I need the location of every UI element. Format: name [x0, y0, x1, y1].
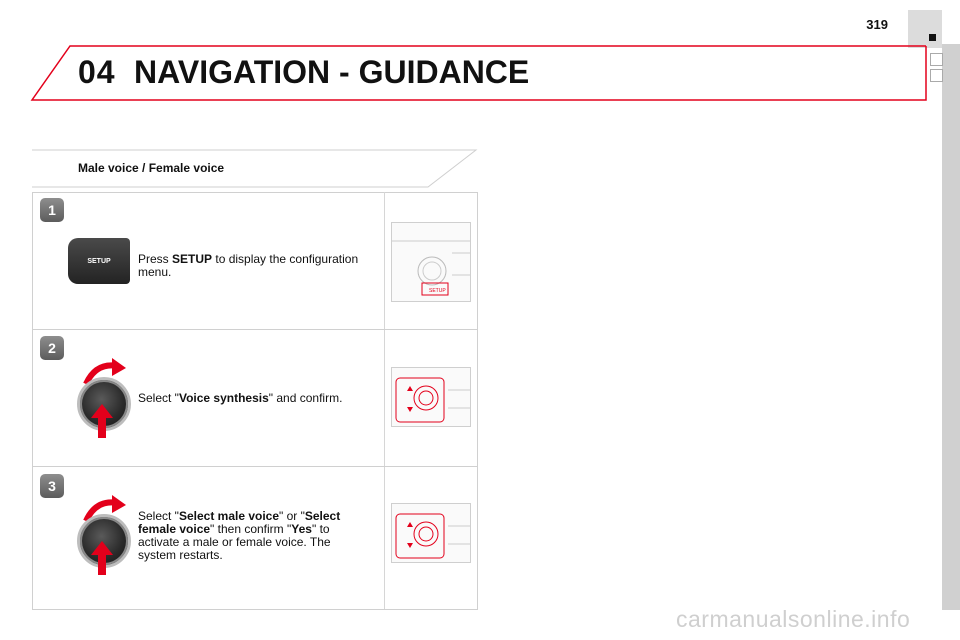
- step-1-text: Press SETUP to display the configuration menu.: [138, 252, 359, 279]
- step-2-text: Select "Voice synthesis" and confirm.: [138, 391, 343, 405]
- step-1-device-illustration: [391, 222, 471, 302]
- console-dial-icon: [392, 504, 470, 562]
- watermark: carmanualsonline.info: [676, 606, 911, 632]
- row-divider-1: [33, 329, 477, 330]
- push-arrow-icon: [91, 404, 113, 438]
- step-1-badge: 1: [40, 198, 64, 222]
- section-subtitle: Male voice / Female voice: [78, 161, 225, 175]
- row-divider-2: [33, 466, 477, 467]
- step-2-device-illustration: [391, 367, 471, 427]
- console-setup-icon: [392, 223, 470, 301]
- console-dial-icon: [392, 368, 470, 426]
- setup-button-icon: SETUP: [68, 238, 130, 284]
- step-3-text: Select "Select male voice" or "Select female voice" then confirm "Yes" to activate a male or female voice. The system restarts.: [138, 509, 341, 562]
- step-2-badge: 2: [40, 336, 64, 360]
- step-3-badge: 3: [40, 474, 64, 498]
- svg-text:SETUP: SETUP: [429, 288, 446, 294]
- page-title: NAVIGATION - GUIDANCE: [134, 54, 530, 90]
- page-number: 319: [866, 17, 888, 32]
- chapter-number: 04: [78, 54, 116, 90]
- column-divider: [384, 192, 385, 609]
- push-arrow-icon: [91, 541, 113, 575]
- step-3-device-illustration: [391, 503, 471, 563]
